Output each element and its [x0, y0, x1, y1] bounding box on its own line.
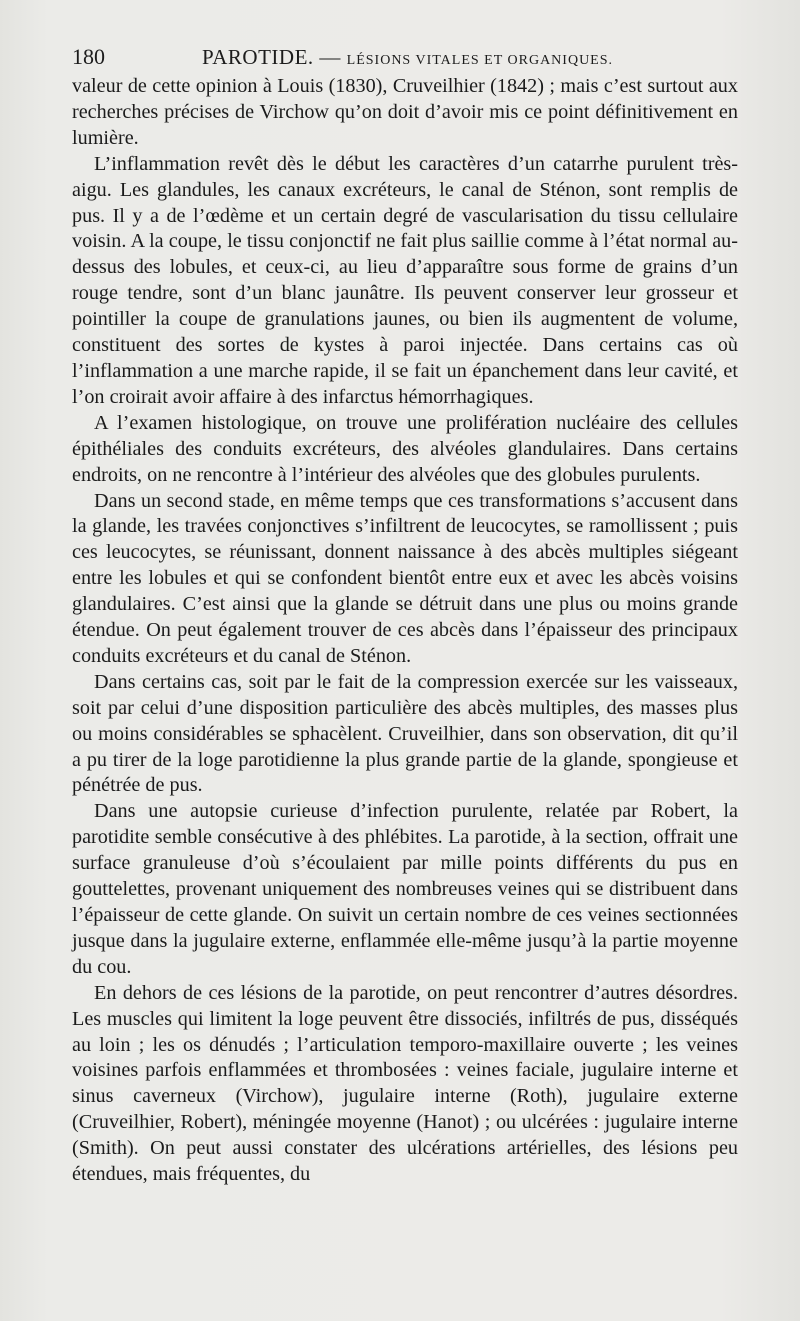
paragraph: Dans un second stade, en même temps que ces transformations s’accusent dans la glande, les travées conjonctives s’infiltrent de leucocytes, se ramollissent ; puis ces leucocytes, se réunissant, donnent naissance à des abcès multiples siégeant entre les lobules et qui se confondent bientôt entre eux et avec les abcès voisins glandulaires. C’est ainsi que la glande se détruit dans une plus ou moins grande étendue. On peut également trouver de ces abcès dans l’épaisseur des principaux conduits excréteurs et du canal de Sténon.	[72, 489, 738, 667]
running-title	[202, 44, 613, 74]
body-text	[72, 74, 738, 1188]
paragraph: A l’examen histologique, on trouve une prolifération nucléaire des cellules épithéliales des conduits excréteurs, des alvéoles glandulaires. Dans certains endroits, on ne rencontre à l’intérieur des alvéoles que des globules purulents.	[72, 411, 738, 486]
page-number: 180	[72, 44, 105, 69]
paragraph: En dehors de ces lésions de la parotide, on peut rencontrer d’autres désordres. Les muscles qui limitent la loge peuvent être dissociés, infiltrés de pus, disséqués au loin ; les os dénudés ; l’articulation temporo-maxillaire ouverte ; les veines voisines parfois enflammées et thrombosées : veines faciale, jugulaire interne et sinus caverneux (Virchow), jugulaire interne (Roth), jugulaire externe (Cruveilhier, Robert), méningée moyenne (Hanot) ; ou ulcérées : jugulaire interne (Smith). On peut aussi constater des ulcérations artérielles, des lésions peu étendues, mais fréquentes, du	[72, 981, 738, 1186]
header-subtitle: LÉSIONS VITALES ET ORGANIQUES.	[346, 53, 614, 68]
paragraph: L’inflammation revêt dès le début les caractères d’un catarrhe purulent très-aigu. Les glandules, les canaux excréteurs, le canal de Sténon, sont remplis de pus. Il y a de l’œdème et un certain degré de vascularisation du tissu cellulaire voisin. A la coupe, le tissu conjonctif ne fait plus saillie comme à l’état normal au-dessus des lobules, et ceux-ci, au lieu d’apparaître sous forme de grains d’un rouge tendre, sont d’un blanc jaunâtre. Ils peuvent conserver leur grosseur et pointiller la coupe de granulations jaunes, ou bien ils augmentent de volume, constituent des sortes de kystes à paroi injectée. Dans certains cas où l’inflammation a une marche rapide, il se fait un épanchement dans leur cavité, et l’on croirait avoir affaire à des infarctus hémorrhagiques.	[72, 152, 738, 408]
paragraph: Dans certains cas, soit par le fait de la compression exercée sur les vaisseaux, soit par celui d’une disposition particulière des abcès multiples, des masses plus ou moins considérables se sphacèlent. Cruveilhier, dans son observation, dit qu’il a pu tirer de la loge parotidienne la plus grande partie de la glande, spongieuse et pénétrée de pus.	[72, 670, 738, 797]
paragraph: Dans une autopsie curieuse d’infection purulente, relatée par Robert, la parotidite semble consécutive à des phlébites. La parotide, à la section, offrait une surface granuleuse d’où s’écoulaient par mille points différents du pus en gouttelettes, provenant uniquement des nombreuses veines qui se distribuent dans l’épaisseur de cette glande. On suivit un certain nombre de ces veines sectionnées jusque dans la jugulaire externe, enflammée elle-même jusqu’à la partie moyenne du cou.	[72, 800, 738, 978]
paragraph-continuation: valeur de cette opinion à Louis (1830), Cruveilhier (1842) ; mais c’est surtout aux recherches précises de Virchow qu’on doit d’avoir mis ce point définitivement en lumière.	[72, 75, 738, 149]
header-title: PAROTIDE.	[202, 45, 314, 69]
running-header	[72, 44, 744, 70]
header-separator: —	[319, 45, 341, 69]
